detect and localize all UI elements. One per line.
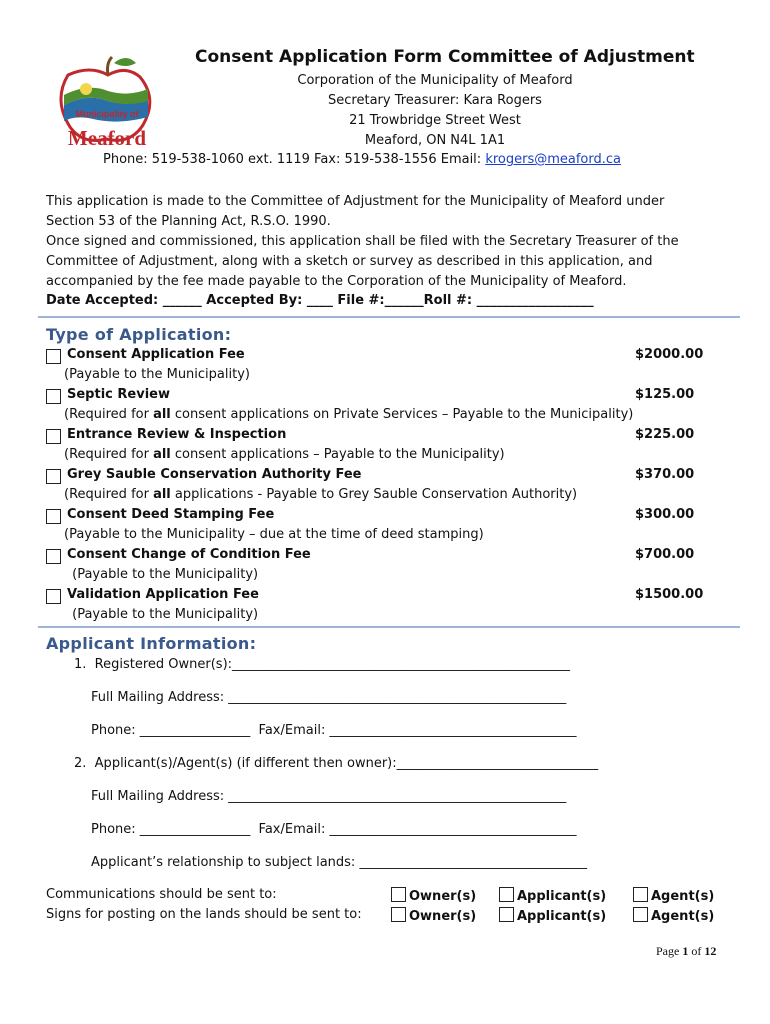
fee-checkbox[interactable] — [46, 589, 61, 604]
option-label: Owner(s) — [409, 909, 477, 924]
relationship-field[interactable]: Applicant’s relationship to subject lands: ___________________________________ — [91, 855, 587, 870]
fee-note-part: (Payable to the Municipality) — [68, 607, 259, 622]
intro-line-5: accompanied by the fee made payable to the Corporation of the Municipality of Meaford. — [46, 274, 627, 289]
fee-row[interactable] — [46, 467, 726, 487]
email-link[interactable]: krogers@meaford.ca — [485, 152, 621, 167]
signs-applicant-option[interactable] — [499, 907, 606, 924]
checkbox[interactable] — [391, 907, 406, 922]
fee-row[interactable] — [46, 387, 726, 407]
fee-row[interactable] — [46, 587, 726, 607]
checkbox[interactable] — [633, 887, 648, 902]
intro-line-3: Once signed and commissioned, this application shall be filed with the Secretary Treasurer of the — [46, 234, 679, 249]
fee-note-part: consent applications on Private Services – Payable to the Municipality) — [170, 407, 634, 422]
checkbox[interactable] — [499, 887, 514, 902]
comm-applicant-option[interactable] — [499, 887, 606, 904]
fee-checkbox[interactable] — [46, 349, 61, 364]
fee-note — [64, 527, 484, 542]
fee-label: Septic Review — [67, 387, 170, 402]
agent-phone-email-field[interactable]: Phone: _________________ Fax/Email: ______________________________________ — [91, 822, 577, 837]
fee-checkbox[interactable] — [46, 509, 61, 524]
option-label: Agent(s) — [651, 909, 715, 924]
communications-label: Communications should be sent to: — [46, 887, 277, 902]
section-divider — [38, 316, 740, 318]
option-label: Agent(s) — [651, 889, 715, 904]
type-of-application-heading: Type of Application: — [46, 325, 232, 344]
checkbox[interactable] — [633, 907, 648, 922]
contact-line — [103, 152, 621, 167]
intro-line-4: Committee of Adjustment, along with a sketch or survey as described in this application, and — [46, 254, 653, 269]
fee-note-part: (Required for — [64, 407, 154, 422]
signs-owner-option[interactable] — [391, 907, 476, 924]
fee-note — [64, 407, 633, 422]
fee-amount: $2000.00 — [635, 347, 704, 362]
fee-amount: $370.00 — [635, 467, 695, 482]
applicant-information-heading: Applicant Information: — [46, 634, 257, 653]
fee-note-part: (Required for — [64, 487, 154, 502]
fee-note — [68, 607, 258, 622]
page-total: 12 — [704, 944, 717, 958]
page-number — [656, 944, 716, 959]
fee-amount: $125.00 — [635, 387, 695, 402]
fee-checkbox[interactable] — [46, 389, 61, 404]
fee-checkbox[interactable] — [46, 429, 61, 444]
fee-note — [64, 487, 577, 502]
fee-note-part: (Payable to the Municipality – due at the time of deed stamping) — [64, 527, 484, 542]
header-line-city: Meaford, ON N4L 1A1 — [364, 133, 506, 148]
option-label: Owner(s) — [409, 889, 477, 904]
fee-note-part: consent applications – Payable to the Municipality) — [170, 447, 505, 462]
fee-amount: $700.00 — [635, 547, 695, 562]
fee-amount: $225.00 — [635, 427, 695, 442]
fee-checkbox[interactable] — [46, 469, 61, 484]
signs-agent-option[interactable] — [633, 907, 714, 924]
comm-agent-option[interactable] — [633, 887, 714, 904]
admin-fields-line: Date Accepted: ______ Accepted By: ____ File #:______Roll #: __________________ — [46, 293, 594, 308]
agent-mailing-address-field[interactable]: Full Mailing Address: ____________________________________________________ — [91, 789, 567, 804]
fee-label: Consent Change of Condition Fee — [67, 547, 311, 562]
fee-label: Consent Deed Stamping Fee — [67, 507, 275, 522]
fee-label: Consent Application Fee — [67, 347, 245, 362]
fee-note-part: (Payable to the Municipality) — [68, 567, 259, 582]
applicant-agent-field[interactable]: 2. Applicant(s)/Agent(s) (if different then owner):_______________________________ — [74, 756, 599, 771]
signs-label: Signs for posting on the lands should be sent to: — [46, 907, 362, 922]
section-divider — [38, 626, 740, 628]
intro-line-2: Section 53 of the Planning Act, R.S.O. 1990. — [46, 214, 331, 229]
fee-note-part: all — [153, 487, 171, 502]
fee-checkbox[interactable] — [46, 549, 61, 564]
fee-row[interactable] — [46, 347, 726, 367]
fee-note-part: applications - Payable to Grey Sauble Conservation Authority) — [170, 487, 578, 502]
form-title: Consent Application Form Committee of Adjustment — [195, 47, 695, 67]
fee-note-part: (Payable to the Municipality) — [64, 367, 250, 382]
page-current: 1 — [682, 944, 689, 958]
fee-note — [64, 447, 505, 462]
fee-note-part: all — [153, 407, 171, 422]
registered-owner-field[interactable]: 1. Registered Owner(s):____________________________________________________ — [74, 657, 571, 672]
checkbox[interactable] — [391, 887, 406, 902]
logo-main-text: Meaford — [67, 126, 147, 150]
checkbox[interactable] — [499, 907, 514, 922]
option-label: Applicant(s) — [517, 909, 607, 924]
fee-note — [68, 567, 258, 582]
fee-amount: $300.00 — [635, 507, 695, 522]
header-line-corporation: Corporation of the Municipality of Meaford — [297, 73, 573, 88]
header-line-secretary: Secretary Treasurer: Kara Rogers — [328, 93, 542, 108]
fee-row[interactable] — [46, 507, 726, 527]
contact-prefix: Phone: 519-538-1060 ext. 1119 Fax: 519-538-1556 Email: — [103, 152, 486, 167]
fee-row[interactable] — [46, 547, 726, 567]
fee-label: Validation Application Fee — [67, 587, 259, 602]
owner-phone-email-field[interactable]: Phone: _________________ Fax/Email: ______________________________________ — [91, 723, 577, 738]
page-word: Page — [656, 944, 680, 958]
fee-label: Grey Sauble Conservation Authority Fee — [67, 467, 362, 482]
logo-top-text: Municipality of — [75, 109, 139, 119]
fee-row[interactable] — [46, 427, 726, 447]
fee-note — [64, 367, 250, 382]
owner-mailing-address-field[interactable]: Full Mailing Address: ____________________________________________________ — [91, 690, 567, 705]
fee-note-part: (Required for — [64, 447, 154, 462]
intro-line-1: This application is made to the Committee of Adjustment for the Municipality of Meaford under — [46, 194, 665, 209]
option-label: Applicant(s) — [517, 889, 607, 904]
fee-amount: $1500.00 — [635, 587, 704, 602]
comm-owner-option[interactable] — [391, 887, 476, 904]
fee-label: Entrance Review & Inspection — [67, 427, 287, 442]
fee-note-part: all — [153, 447, 171, 462]
header-line-street: 21 Trowbridge Street West — [349, 113, 521, 128]
of-word: of — [691, 944, 702, 958]
